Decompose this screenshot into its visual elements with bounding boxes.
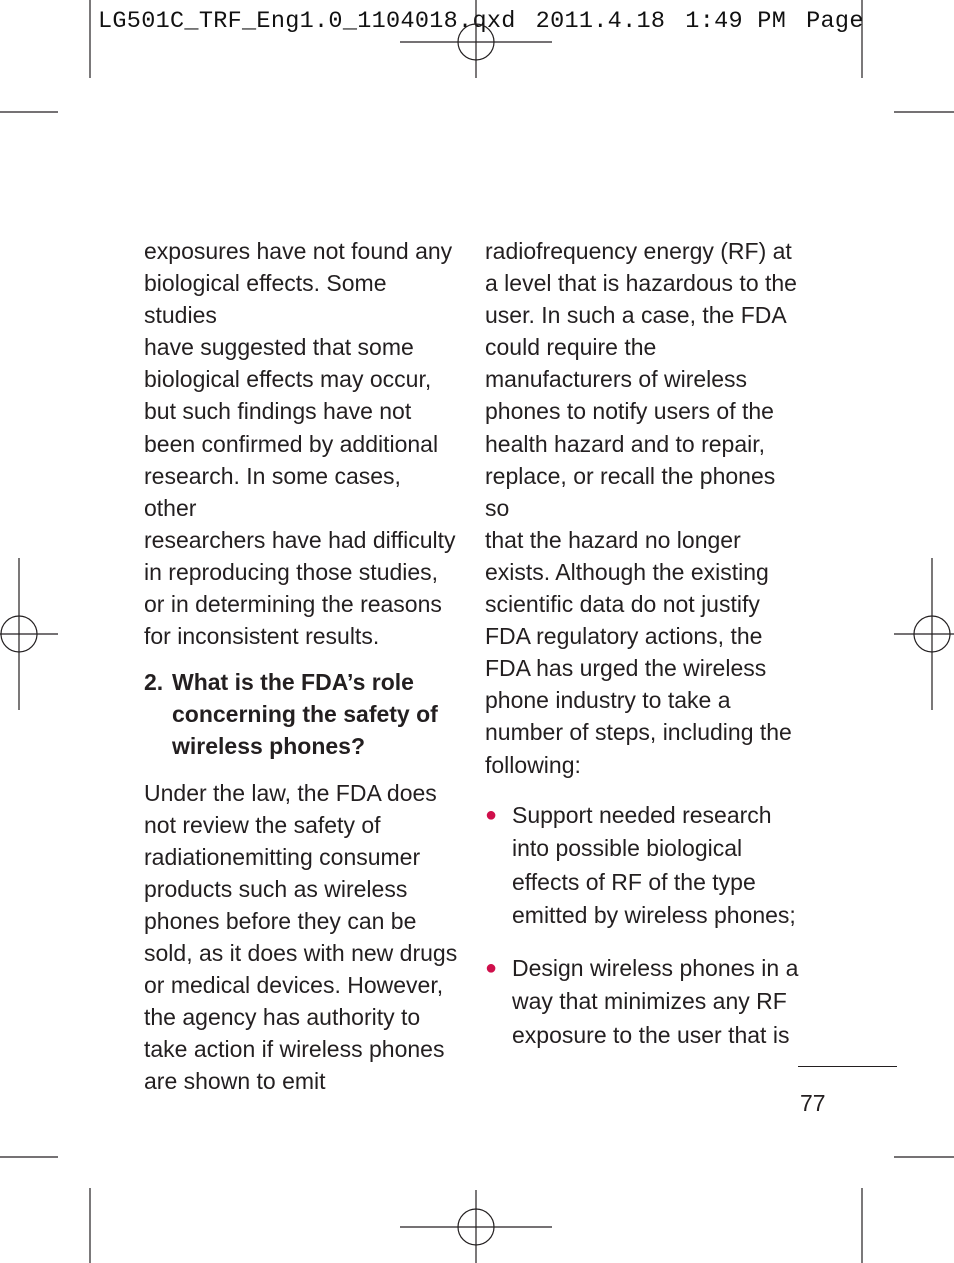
list-item-text: Design wireless phones in a way that minimizes any RF exposure to the user that is: [512, 954, 799, 1048]
list-item: [485, 952, 800, 1053]
list-item: [485, 799, 800, 933]
intro-paragraph: exposures have not found any biological effects. Some studies have suggested that some biological effects may occur, but such findings have not been confirmed by additional research. In some cases, other researchers have had difficulty in reproducing those studies, or in determining the reasons for inconsistent results.: [144, 238, 456, 650]
bullet-icon: ●: [485, 803, 498, 826]
registration-target-bottom: [400, 1190, 552, 1263]
registration-target-top: [400, 0, 552, 78]
slug-time: 1:49 PM: [685, 8, 787, 35]
page-number-rule: [798, 1066, 897, 1067]
answer-paragraph: Under the law, the FDA does not review the safety of radiationemitting consumer products such as wireless phones before they can be sold, as it does with new drugs or medical devices. However, the agency has authority to take action if wireless phones are shown to emit: [144, 779, 458, 1095]
registration-target-right: [894, 558, 954, 710]
registration-target-left: [0, 558, 58, 710]
slug-page-word: Page: [806, 8, 864, 35]
page-number: 77: [800, 1090, 826, 1116]
body-paragraph: radiofrequency energy (RF) at a level that is hazardous to the user. In such a case, the FDA could require the manufacturers of wireless phones to notify users of the health hazard and to repair, replace, or recall the phones so that the hazard no longer exists. Although the existing scientific data do not justify FDA regulatory actions, the FDA has urged the wireless phone industry to take a number of steps, including the following:: [485, 238, 797, 778]
left-column: [144, 235, 459, 1097]
slug-filename: LG501C_TRF_Eng1.0_1104018.qxd: [98, 8, 516, 35]
question-number: 2.: [144, 669, 164, 696]
question-heading: [144, 666, 459, 762]
slug-date: 2011.4.18: [535, 8, 666, 35]
bullet-icon: ●: [485, 956, 498, 979]
question-text: What is the FDA’s role concerning the safety of wireless phones?: [172, 669, 438, 760]
right-column: [485, 235, 800, 1071]
steps-list: [485, 799, 800, 1053]
list-item-text: Support needed research into possible biological effects of RF of the type emitted by wireless phones;: [512, 801, 796, 929]
